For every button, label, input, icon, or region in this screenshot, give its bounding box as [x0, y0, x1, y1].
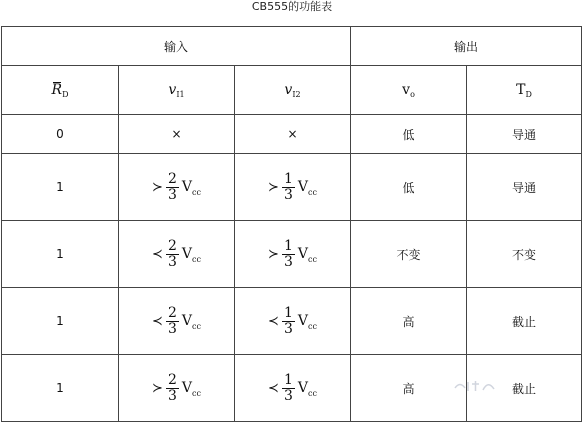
col-header-vo — [351, 66, 467, 115]
vi1-value: × — [119, 115, 235, 154]
vcc-symbol: $V_{cc}$ — [297, 380, 317, 398]
vi2-value — [235, 355, 351, 422]
column-header-row — [2, 66, 582, 115]
col-header-rd — [2, 66, 119, 115]
vo-subscript: o — [410, 90, 415, 99]
fraction: $\frac{1}{3}$ — [283, 237, 293, 270]
col-header-vi2 — [235, 66, 351, 115]
watermark-logo-icon — [452, 378, 498, 394]
vi2-value — [235, 154, 351, 221]
td-value: 不变 — [467, 221, 582, 288]
vi2-value — [235, 221, 351, 288]
col-header-td — [467, 66, 582, 115]
vi1-value — [119, 221, 235, 288]
vo-value: 低 — [351, 154, 467, 221]
vcc-symbol: $V_{cc}$ — [181, 246, 201, 264]
vo-value: 高 — [351, 288, 467, 355]
td-value: 截止 — [467, 288, 582, 355]
col-header-vi1 — [119, 66, 235, 115]
table-row — [2, 154, 582, 221]
td-subscript: D — [525, 90, 532, 99]
relation-symbol: ≺ — [152, 246, 163, 262]
group-header-row — [2, 27, 582, 66]
rd-value: 1 — [2, 221, 119, 288]
vo-value: 高 — [351, 355, 467, 422]
rd-value: 1 — [2, 288, 119, 355]
relation-symbol: ≻ — [152, 179, 163, 195]
vi1-value — [119, 154, 235, 221]
vi2-value: × — [235, 115, 351, 154]
fraction: $\frac{2}{3}$ — [167, 371, 177, 404]
rd-subscript: D — [62, 90, 69, 99]
vo-symbol: v — [402, 82, 411, 98]
vcc-symbol: $V_{cc}$ — [297, 246, 317, 264]
td-value: 导通 — [467, 154, 582, 221]
table-row — [2, 115, 582, 154]
relation-symbol: ≺ — [152, 313, 163, 329]
vi1-value — [119, 288, 235, 355]
rd-symbol: R — [51, 82, 63, 98]
rd-value: 1 — [2, 154, 119, 221]
fraction: $\frac{2}{3}$ — [167, 237, 177, 270]
input-group-header: 输入 — [2, 27, 351, 66]
fraction: $\frac{1}{3}$ — [283, 170, 293, 203]
vi2-value — [235, 288, 351, 355]
table-row — [2, 221, 582, 288]
fraction: $\frac{1}{3}$ — [283, 371, 293, 404]
td-value: 导通 — [467, 115, 582, 154]
table-caption: CB555的功能表 — [251, 0, 333, 13]
relation-symbol: ≺ — [268, 380, 279, 396]
vcc-symbol: $V_{cc}$ — [297, 179, 317, 197]
relation-symbol: ≻ — [268, 246, 279, 262]
vcc-symbol: $V_{cc}$ — [297, 313, 317, 331]
table-row — [2, 288, 582, 355]
vi1-subscript: I1 — [176, 90, 185, 99]
td-value: 截止 — [467, 355, 582, 422]
rd-value: 0 — [2, 115, 119, 154]
fraction: $\frac{1}{3}$ — [283, 304, 293, 337]
relation-symbol: ≺ — [268, 313, 279, 329]
rd-value: 1 — [2, 355, 119, 422]
fraction: $\frac{2}{3}$ — [167, 170, 177, 203]
relation-symbol: ≻ — [268, 179, 279, 195]
output-group-header: 输出 — [351, 27, 582, 66]
vcc-symbol: $V_{cc}$ — [181, 380, 201, 398]
function-table — [1, 26, 582, 422]
relation-symbol: ≻ — [152, 380, 163, 396]
vi1-value — [119, 355, 235, 422]
td-symbol: T — [516, 82, 526, 98]
vcc-symbol: $V_{cc}$ — [181, 179, 201, 197]
vi2-subscript: I2 — [292, 90, 301, 99]
vi1-symbol: v — [168, 82, 177, 98]
fraction: $\frac{2}{3}$ — [167, 304, 177, 337]
vo-value: 不变 — [351, 221, 467, 288]
vcc-symbol: $V_{cc}$ — [181, 313, 201, 331]
vo-value: 低 — [351, 115, 467, 154]
vi2-symbol: v — [284, 82, 293, 98]
